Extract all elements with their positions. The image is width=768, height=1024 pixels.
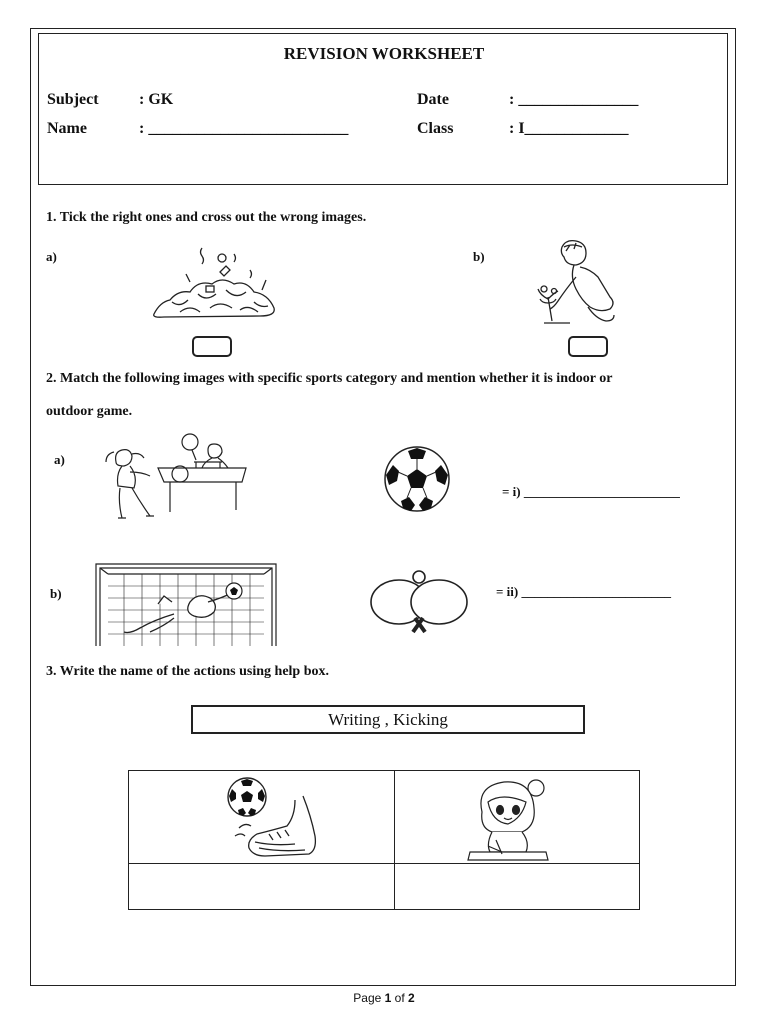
question-2-text-line1: 2. Match the following images with specific sports category and mention whether it is indoor or: [46, 371, 613, 386]
page-prefix: Page: [353, 991, 385, 1005]
actions-table: [128, 770, 640, 910]
name-field[interactable]: : _________________________: [139, 120, 349, 137]
ping-pong-paddles-icon: [369, 570, 469, 638]
question-1-text: 1. Tick the right ones and cross out the wrong images.: [46, 210, 367, 225]
garbage-pile-icon: [150, 250, 280, 322]
page-of: of: [391, 991, 409, 1005]
date-label: Date: [417, 91, 449, 108]
goalkeeper-icon: [94, 562, 278, 648]
question-2-text-line2: outdoor game.: [46, 404, 133, 419]
worksheet-title: REVISION WORKSHEET: [283, 44, 485, 63]
date-field[interactable]: : _______________: [509, 91, 639, 108]
subject-value: : GK: [139, 91, 174, 108]
page-total: 2: [408, 991, 415, 1005]
help-box: Writing , Kicking: [191, 705, 585, 734]
answer-ii-line[interactable]: = ii) _______________________: [496, 584, 671, 599]
header-box: [38, 33, 728, 185]
q1-option-a-label: a): [46, 249, 57, 264]
q2-option-a-label: a): [54, 452, 65, 467]
q1-option-a-answer-box[interactable]: [192, 336, 232, 357]
page-number: [0, 991, 768, 1005]
name-label: Name: [47, 120, 87, 137]
football-icon: [383, 445, 451, 513]
q2-option-b-label: b): [50, 586, 62, 601]
answer-i-line[interactable]: = i) ________________________: [502, 484, 680, 499]
class-label: Class: [417, 120, 454, 137]
class-field[interactable]: : I_____________: [509, 120, 629, 137]
question-3-text: 3. Write the name of the actions using help box.: [46, 664, 329, 679]
subject-label: Subject: [47, 91, 99, 108]
answer-cell-kicking[interactable]: [129, 864, 394, 909]
kicking-ball-icon: [225, 776, 325, 858]
q1-option-b-label: b): [473, 249, 485, 264]
boy-planting-icon: [530, 237, 620, 327]
page-current: 1: [384, 991, 392, 1005]
q1-option-b-answer-box[interactable]: [568, 336, 608, 357]
girl-writing-icon: [462, 772, 552, 862]
table-tennis-players-icon: [100, 432, 248, 526]
answer-cell-writing[interactable]: [395, 864, 639, 909]
